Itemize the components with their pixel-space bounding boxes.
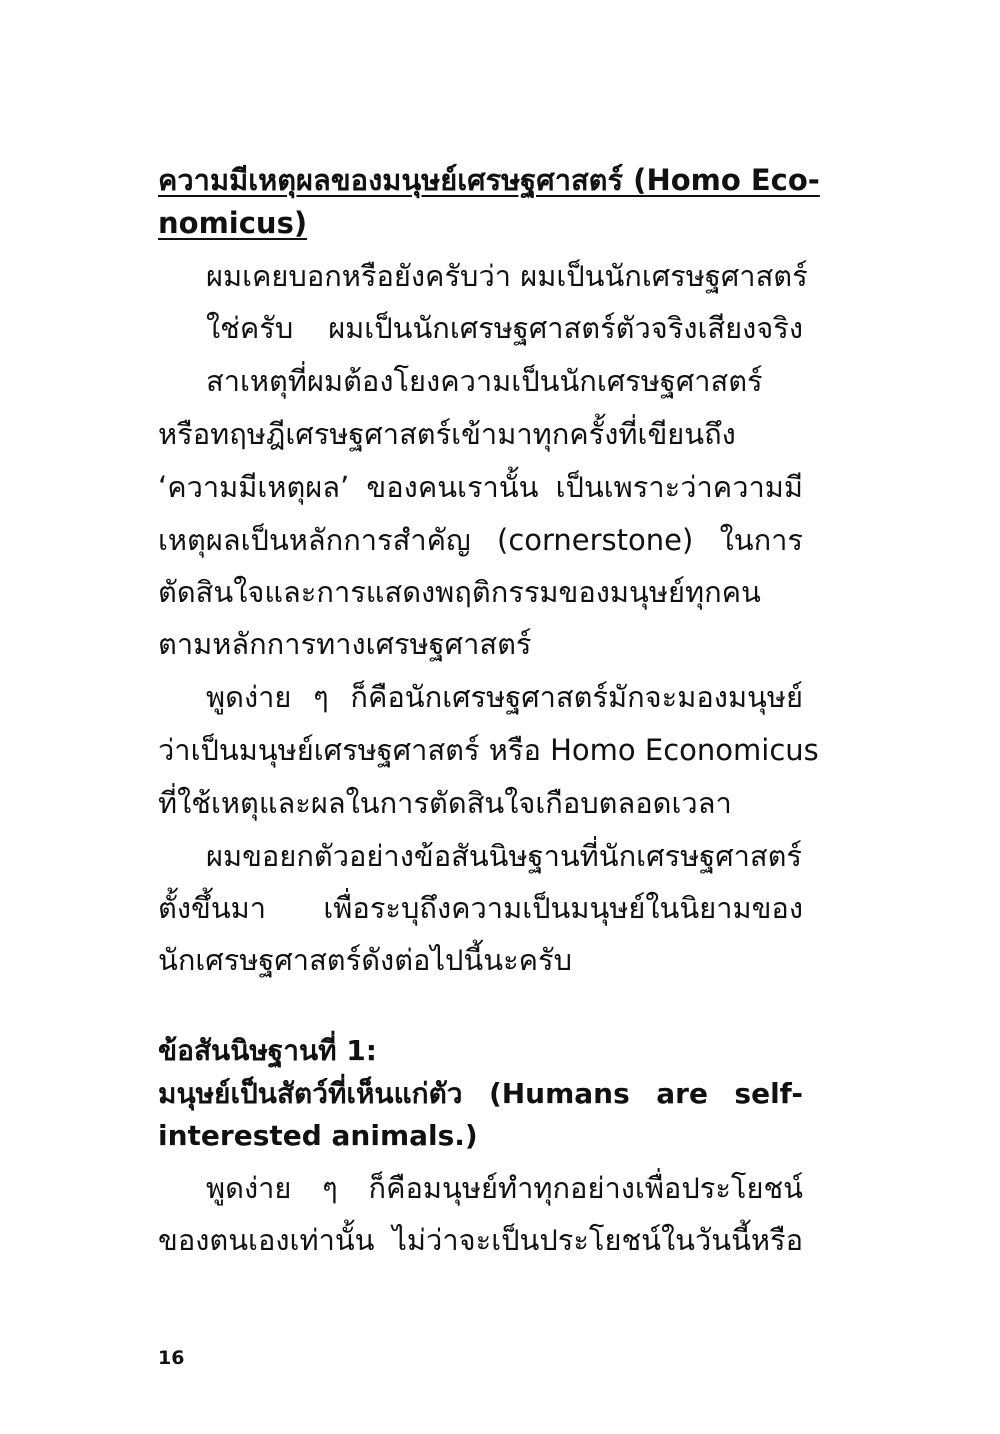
section-title-line-2: nomicus) <box>158 206 308 240</box>
paragraph-line: ที่ใช้เหตุและผลในการตัดสินใจเกือบตลอดเวลา <box>158 786 732 820</box>
paragraph-line: หรือทฤษฎีเศรษฐศาสตร์เข้ามาทุกครั้งที่เขียนถึง <box>158 417 736 451</box>
assumption-heading-line-1: ข้อสันนิษฐานที่ 1: <box>158 1034 377 1067</box>
paragraph-line: ‘ความมีเหตุผล’ ของคนเรานั้น เป็นเพราะว่าความมี <box>158 470 803 504</box>
assumption-heading-line-2: มนุษย์เป็นสัตว์ที่เห็นแก่ตัว (Humans are self- <box>158 1077 803 1110</box>
paragraph-line: ใช่ครับ ผมเป็นนักเศรษฐศาสตร์ตัวจริงเสียงจริง <box>206 311 803 345</box>
paragraph-line: พูดง่าย ๆ ก็คือมนุษย์ทำทุกอย่างเพื่อประโยชน์ <box>206 1171 803 1205</box>
paragraph-line: ว่าเป็นมนุษย์เศรษฐศาสตร์ หรือ Homo Economicus <box>158 733 819 767</box>
paragraph-line: ตัดสินใจและการแสดงพฤติกรรมของมนุษย์ทุกคน <box>158 575 761 609</box>
paragraph-line: ของตนเองเท่านั้น ไม่ว่าจะเป็นประโยชน์ในวันนี้หรือ <box>158 1223 803 1257</box>
paragraph-line: ตั้งขึ้นมา เพื่อระบุถึงความเป็นมนุษย์ในนิยามของ <box>158 891 803 925</box>
assumption-heading-line-3: interested animals.) <box>158 1119 478 1152</box>
paragraph-line: สาเหตุที่ผมต้องโยงความเป็นนักเศรษฐศาสตร์ <box>206 364 763 398</box>
paragraph-line: ตามหลักการทางเศรษฐศาสตร์ <box>158 627 532 661</box>
section-title-line-1: ความมีเหตุผลของมนุษย์เศรษฐศาสตร์ (Homo Eco- <box>158 163 820 197</box>
paragraph-line: เหตุผลเป็นหลักการสำคัญ (cornerstone) ในการ <box>158 523 803 557</box>
paragraph-line: ผมเคยบอกหรือยังครับว่า ผมเป็นนักเศรษฐศาสตร์ <box>206 259 808 293</box>
paragraph-line: พูดง่าย ๆ ก็คือนักเศรษฐศาสตร์มักจะมองมนุษย์ <box>206 680 803 714</box>
paragraph-line: นักเศรษฐศาสตร์ดังต่อไปนี้นะครับ <box>158 943 573 977</box>
paragraph-line: ผมขอยกตัวอย่างข้อสันนิษฐานที่นักเศรษฐศาสตร์ <box>206 839 803 873</box>
page-number: 16 <box>158 1347 185 1369</box>
